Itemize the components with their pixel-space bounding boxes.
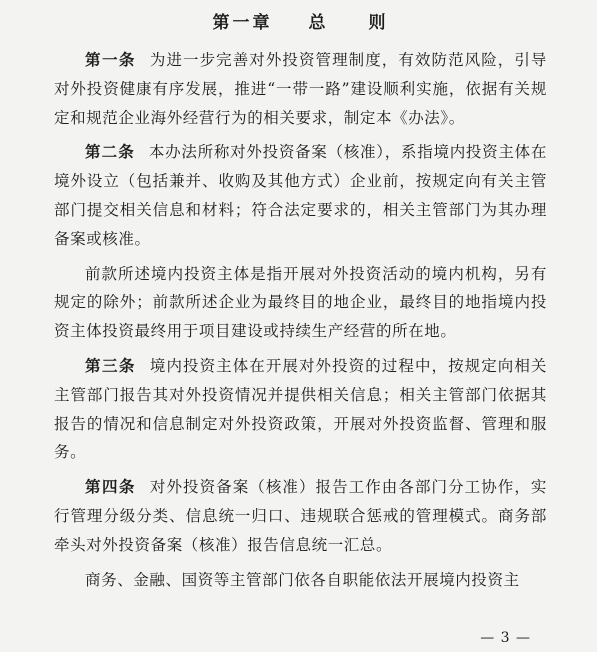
article-2-paragraph-2 (54, 260, 547, 346)
chapter-label: 第一章 (212, 13, 273, 33)
article-text: 对外投资备案（核准）报告工作由各部门分工协作，实行管理分级分类、信息统一归口、违规联合惩戒的管理模式。商务部牵头对外投资备案（核准）报告信息统一汇总。 (54, 478, 547, 554)
article-label: 第三条 (85, 356, 136, 375)
article-label: 第一条 (85, 51, 136, 69)
article-3 (54, 352, 547, 467)
article-label: 第四条 (85, 478, 136, 497)
page-number: — 3 — (480, 630, 531, 646)
article-text: 境内投资主体在开展对外投资的过程中，按规定向相关主管部门报告其对外投资情况并提供相关信息；相关主管部门依据其报告的情况和信息制定对外投资政策，开展对外投资监督、管理和服务。 (54, 356, 547, 462)
article-4-paragraph-2 (54, 566, 547, 595)
article-text: 本办法所称对外投资备案（核准），系指境内投资主体在境外设立（包括兼并、收购及其他方式）企业前，按规定向有关主管部门提交相关信息和材料；符合法定要求的，相关主管部门为其办理备案或核准。 (54, 143, 547, 248)
article-2 (54, 138, 547, 253)
chapter-heading (54, 12, 547, 34)
chapter-title: 总 则 (308, 13, 389, 33)
article-text: 为进一步完善对外投资管理制度，有效防范风险，引导对外投资健康有序发展，推进“一带一路”建设顺利实施，依据有关规定和规范企业海外经营行为的相关要求，制定本《办法》。 (54, 51, 547, 127)
paragraph-text: 商务、金融、国资等主管部门依各自职能依法开展境内投资主 (85, 570, 520, 589)
article-4 (54, 473, 547, 559)
article-1 (54, 46, 547, 132)
article-label: 第二条 (85, 143, 135, 162)
paragraph-text: 前款所述境内投资主体是指开展对外投资活动的境内机构，另有规定的除外；前款所述企业为最终目的地企业，最终目的地指境内投资主体投资最终用于项目建设或持续生产经营的所在地。 (54, 264, 547, 341)
